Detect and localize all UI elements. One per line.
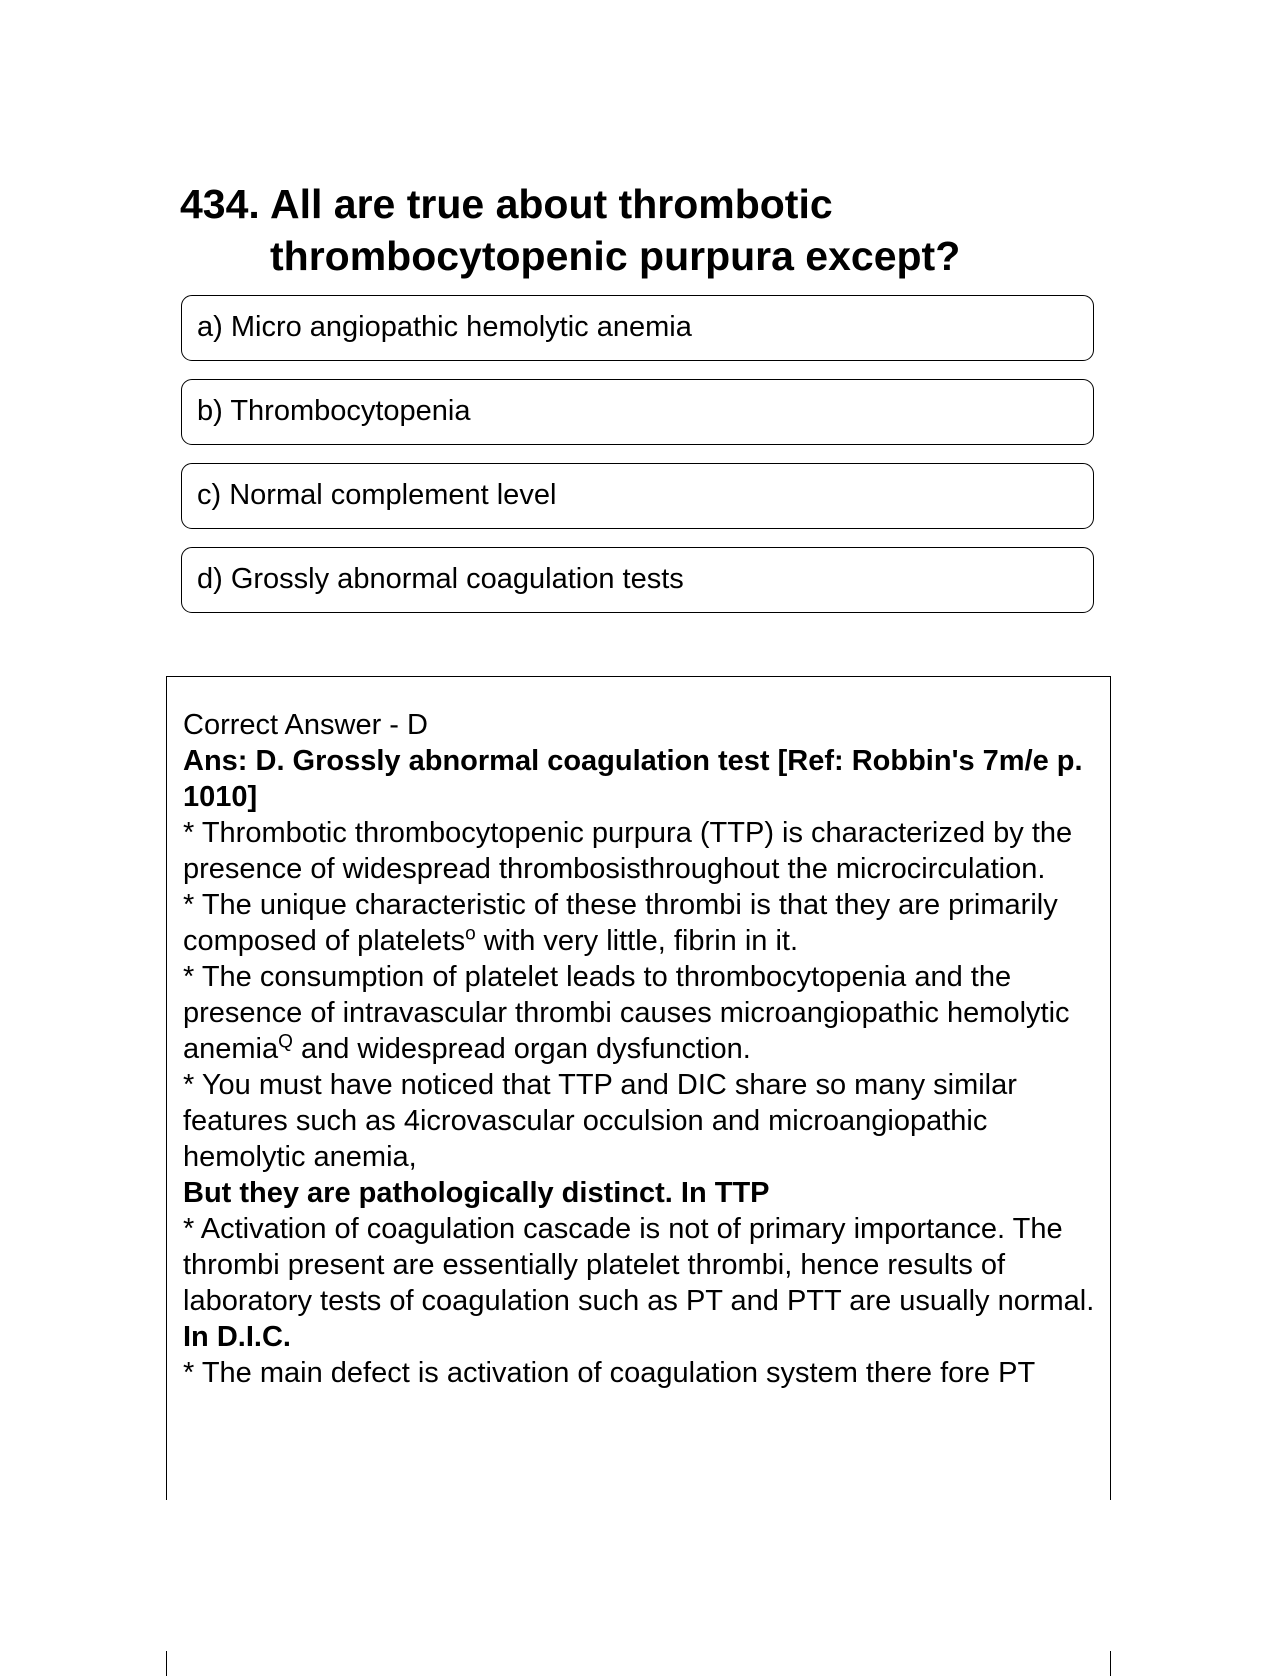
- paragraph-2-text-b: with very little, fibrin in it.: [475, 925, 799, 957]
- question-text: All are true about thrombotic thrombocytopenic purpura except?: [270, 181, 961, 279]
- explanation-paragraph-1: * Thrombotic thrombocytopenic purpura (TTP) is characterized by the presence of widespread thrombosisthroughout the microcirculation.: [183, 817, 1073, 885]
- question-number: 434.: [180, 181, 260, 227]
- answer-heading: Ans: D. Grossly abnormal coagulation test [Ref: Robbin's 7m/e p. 1010]: [183, 745, 1083, 813]
- option-a[interactable]: a) Micro angiopathic hemolytic anemia: [181, 295, 1094, 361]
- explanation-paragraph-5: * Activation of coagulation cascade is not of primary importance. The thrombi present are essentially platelet thrombi, hence results of laboratory tests of coagulation such as PT and PTT are usually normal.: [183, 1213, 1095, 1317]
- correct-answer-label: Correct Answer - D: [183, 709, 428, 741]
- dic-subheading: In D.I.C.: [183, 1321, 291, 1353]
- ttp-subheading: But they are pathologically distinct. In TTP: [183, 1177, 770, 1209]
- explanation-paragraph-6: * The main defect is activation of coagulation system there fore PT: [183, 1357, 1036, 1389]
- paragraph-3-superscript: Q: [278, 1031, 293, 1053]
- explanation-paragraph-2: [183, 887, 1110, 959]
- option-d[interactable]: d) Grossly abnormal coagulation tests: [181, 547, 1094, 613]
- explanation-paragraph-4: * You must have noticed that TTP and DIC share so many similar features such as 4icrovascular occulsion and microangiopathic hemolytic anemia,: [183, 1069, 1017, 1173]
- option-c[interactable]: c) Normal complement level: [181, 463, 1094, 529]
- explanation-paragraph-3: [183, 959, 1110, 1067]
- paragraph-3-text-b: and widespread organ dysfunction.: [292, 1033, 751, 1065]
- question-heading: [180, 178, 1080, 282]
- option-b[interactable]: b) Thrombocytopenia: [181, 379, 1094, 445]
- page-bottom-margin: [0, 1500, 1275, 1651]
- paragraph-2-text-a: * The unique characteristic of these thrombi is that they are primarily composed of platelets: [183, 889, 1058, 957]
- paragraph-3-text-a: * The consumption of platelet leads to thrombocytopenia and the presence of intravascular thrombi causes microangiopathic hemolytic anemia: [183, 961, 1070, 1065]
- paragraph-2-superscript: o: [465, 923, 476, 945]
